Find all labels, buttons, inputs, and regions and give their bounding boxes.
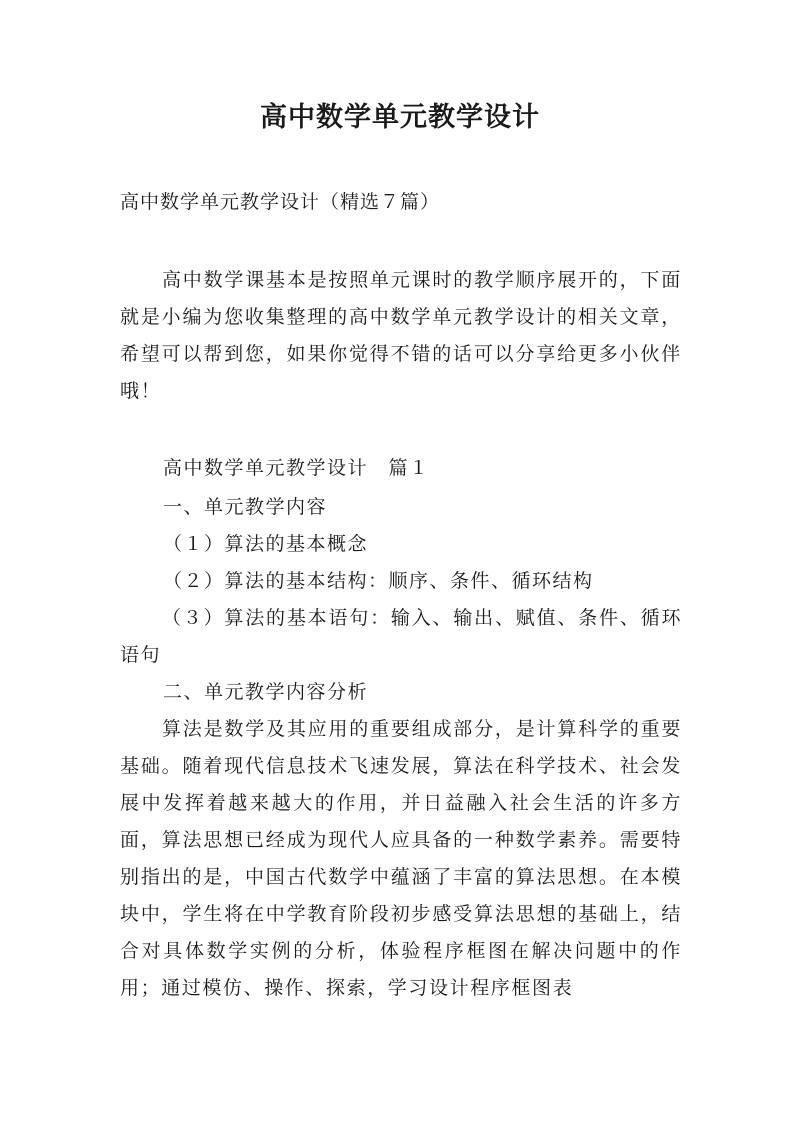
part-heading: 高中数学单元教学设计 篇１ — [163, 457, 430, 479]
section-heading-content: 一、单元教学内容 — [163, 496, 328, 518]
list-item: （１）算法的基本概念 — [163, 533, 369, 555]
document-title: 高中数学单元教学设计 — [260, 102, 540, 133]
document-subtitle: 高中数学单元教学设计（精选７篇） — [120, 191, 441, 213]
section-heading-analysis: 二、单元教学内容分析 — [163, 681, 369, 703]
list-item: （３）算法的基本语句：输入、输出、赋值、条件、循环语句 — [120, 607, 682, 666]
intro-paragraph: 高中数学课基本是按照单元课时的教学顺序展开的，下面就是小编为您收集整理的高中数学单元教学设计的相关文章，希望可以帮到您，如果你觉得不错的话可以分享给更多小伙伴哦！ — [120, 269, 683, 402]
list-item: （２）算法的基本结构：顺序、条件、循环结构 — [163, 570, 594, 592]
analysis-paragraph: 算法是数学及其应用的重要组成部分，是计算科学的重要基础。随着现代信息技术飞速发展，算法在科学技术、社会发展中发挥着越来越大的作用，并日益融入社会生活的许多方面，算法思想已经成为现代人应具备的一种数学素养。需要特别指出的是，中国古代数学中蕴涵了丰富的算法思想。在本模块中，学生将在中学教育阶段初步感受算法思想的基础上，结合对具体数学实例的分析，体验程序框图在解决问题中的作用；通过模仿、操作、探索，学习设计程序框图表 — [120, 718, 682, 999]
